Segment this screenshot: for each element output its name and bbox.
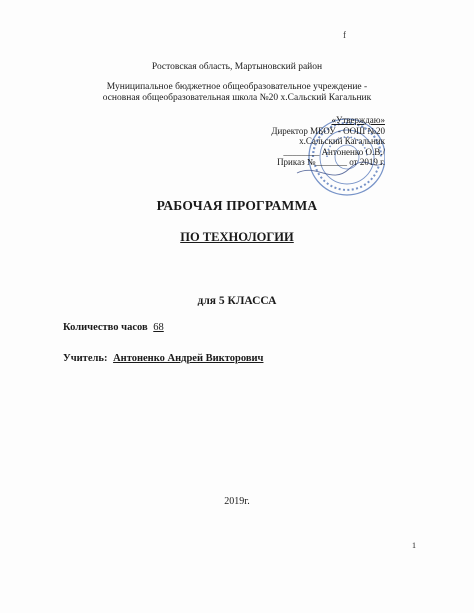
grade-line: для 5 КЛАССА	[197, 295, 277, 307]
page-number: 1	[412, 541, 416, 550]
stamp-ring-text-marks-lower	[315, 165, 379, 190]
approval-locality: х.Сальский Кагальник	[299, 136, 385, 146]
document-year: 2019г.	[224, 496, 250, 507]
approval-heading: «Утверждаю»	[331, 115, 385, 125]
teacher-label: Учитель:	[63, 353, 108, 364]
school-name-line1: Муниципальное бюджетное общеобразовательное учреждение -	[106, 82, 368, 92]
hours-label: Количество часов	[63, 322, 148, 333]
approval-signature-line: ________ Антоненко О.В./	[283, 146, 385, 157]
region-line: Ростовская область, Мартыновский район	[151, 62, 323, 72]
school-name-line2: основная общеобразовательная школа №20 х.Сальский Кагальник	[102, 93, 372, 103]
teacher-name: Антоненко Андрей Викторович	[113, 353, 264, 364]
document-title: РАБОЧАЯ ПРОГРАММА	[156, 198, 318, 213]
corner-mark: f	[343, 30, 346, 40]
approval-director: Директор МБОУ - ООШ №20	[271, 125, 385, 136]
approval-block	[255, 115, 385, 168]
subject-title: ПО ТЕХНОЛОГИИ	[180, 230, 294, 244]
hours-line	[63, 322, 164, 333]
teacher-line	[63, 353, 263, 364]
hours-value: 68	[153, 322, 164, 333]
approval-order-line: Приказ №_______ от 2019 г.	[277, 157, 385, 167]
